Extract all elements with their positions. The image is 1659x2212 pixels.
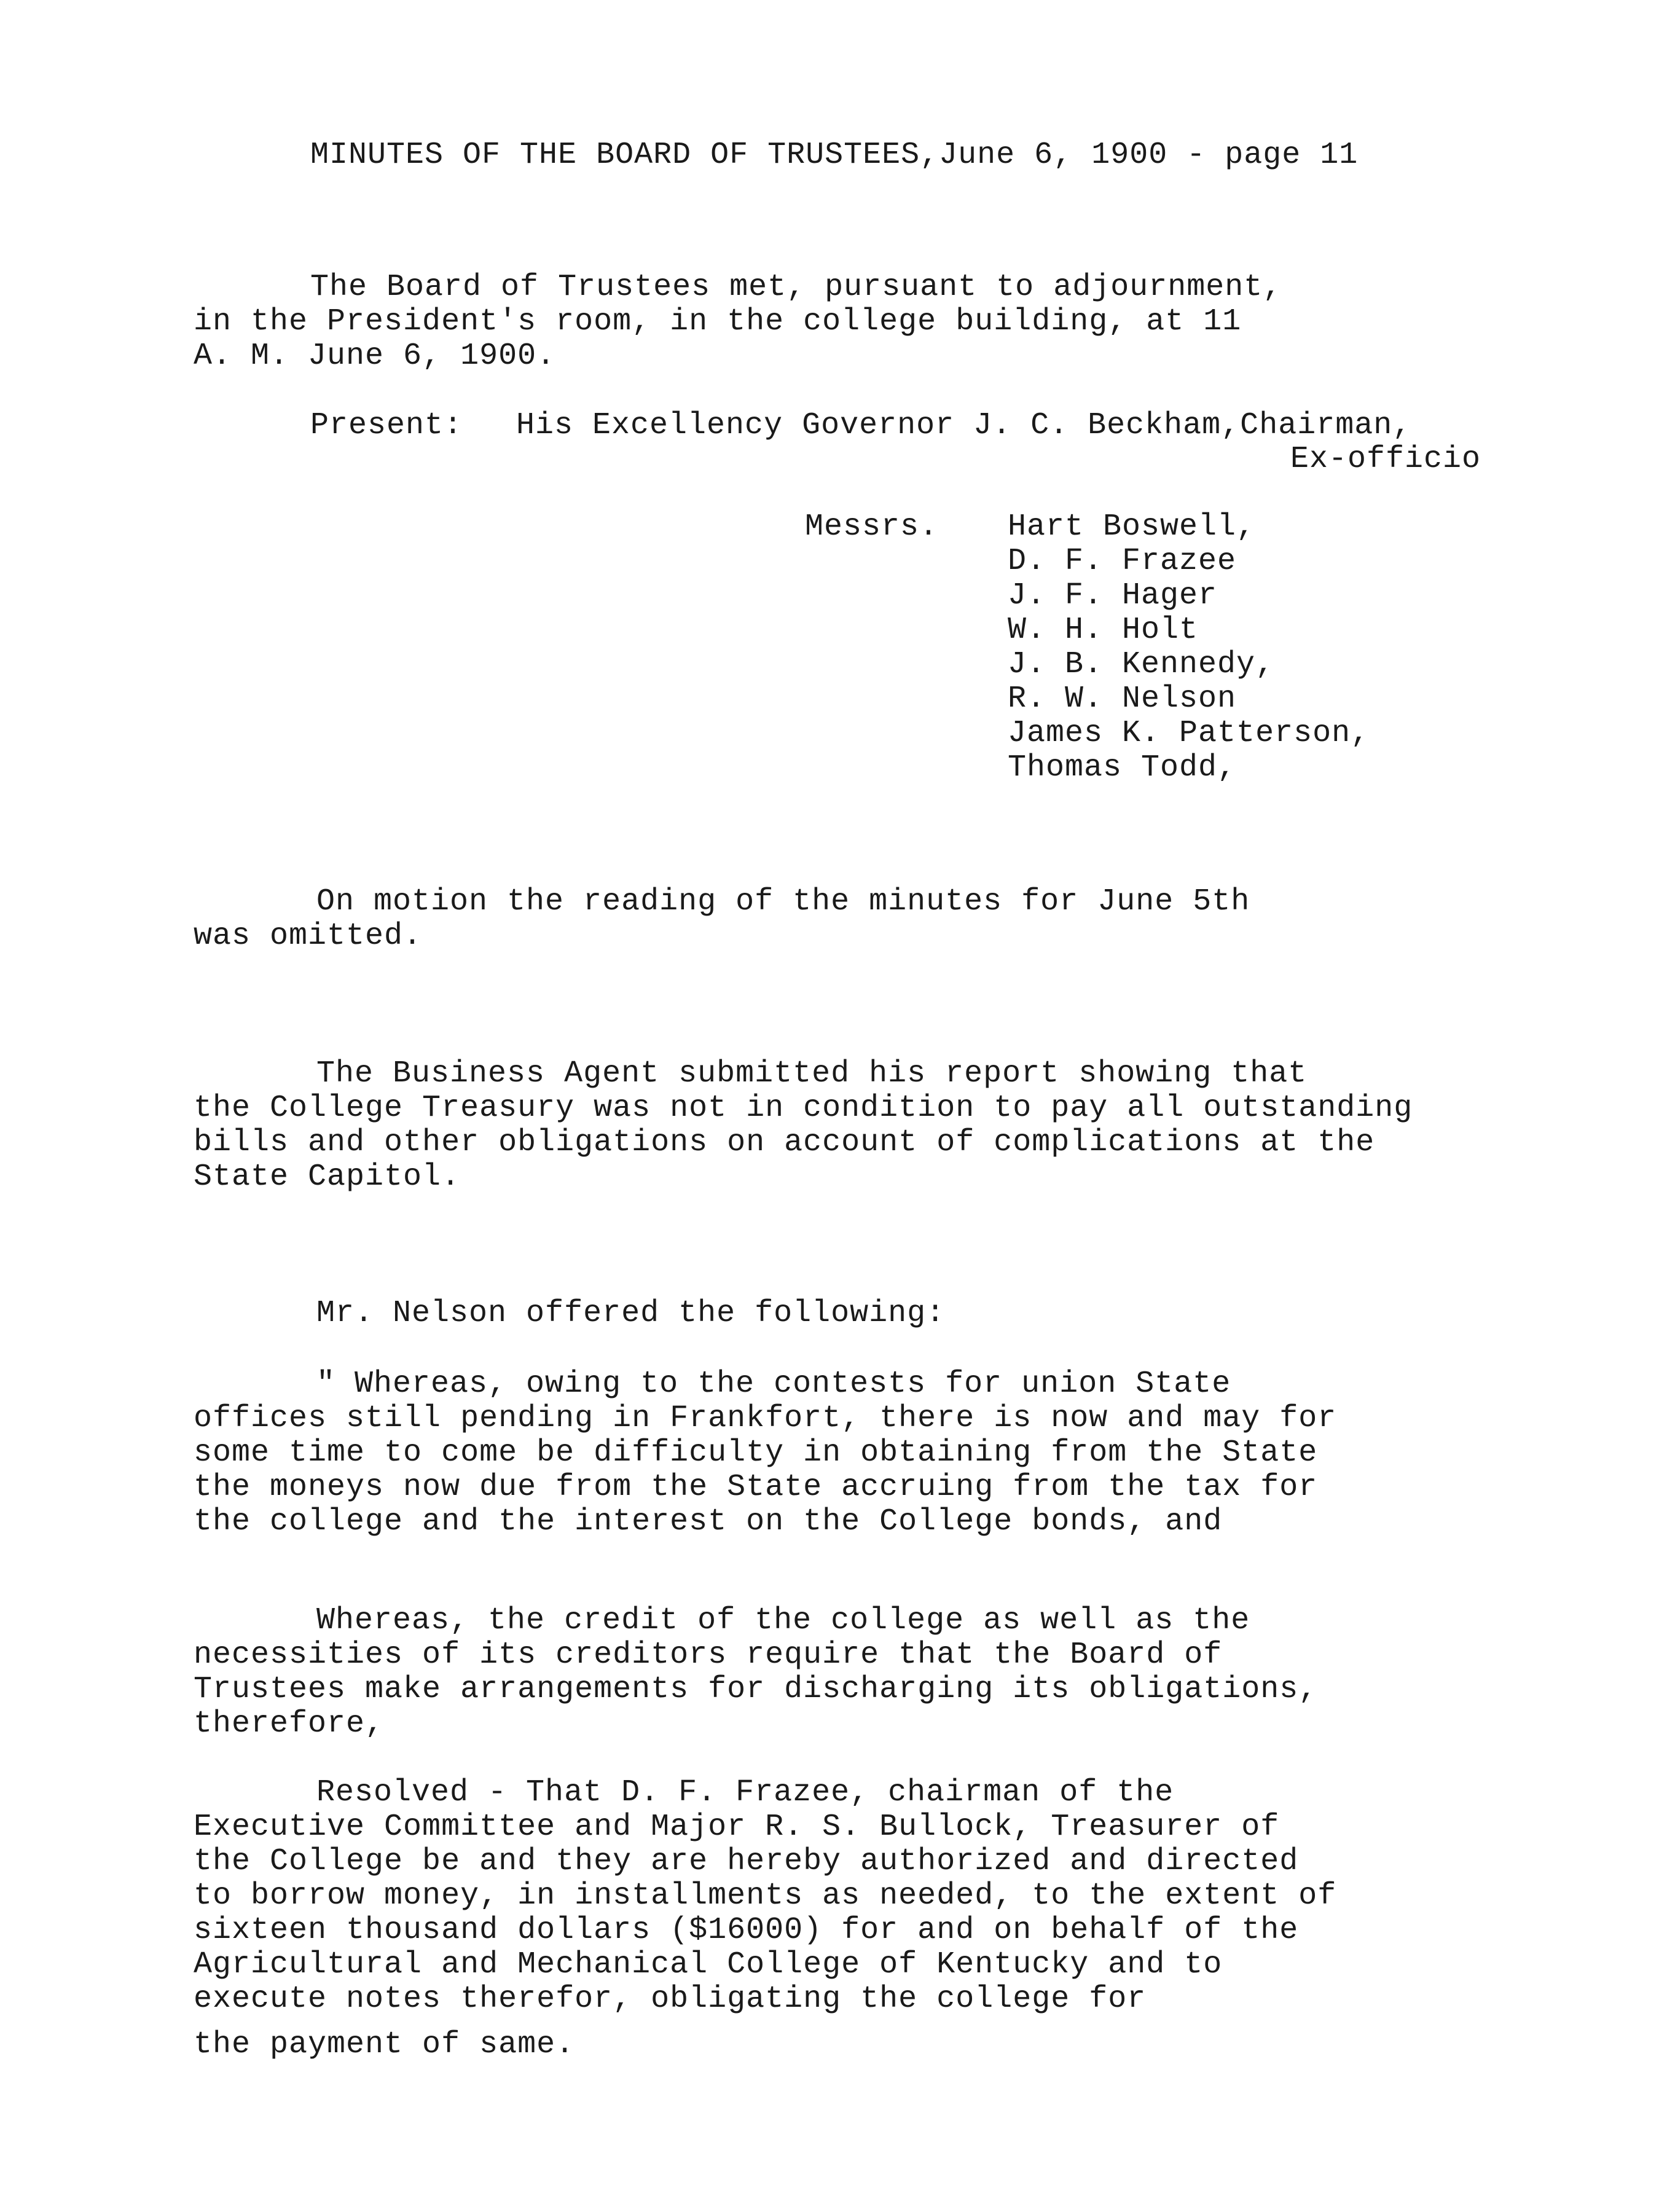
present-label: Present:: [310, 408, 463, 443]
meeting-line-1: The Board of Trustees met, pursuant to adjournment,: [310, 270, 1282, 305]
whereas1-line-5: the college and the interest on the College bonds, and: [194, 1504, 1223, 1539]
meeting-line-2: in the President's room, in the college building, at 11: [194, 304, 1242, 339]
business-line-1: The Business Agent submitted his report showing that: [316, 1056, 1308, 1091]
member-2: D. F. Frazee: [1008, 544, 1237, 579]
present-chairman: His Excellency Governor J. C. Beckham,Chairman,: [516, 408, 1412, 443]
nelson-offer: Mr. Nelson offered the following:: [316, 1296, 946, 1331]
member-7: James K. Patterson,: [1008, 716, 1370, 751]
resolved-line-6: Agricultural and Mechanical College of Kentucky and to: [194, 1947, 1223, 1982]
resolved-line-1: Resolved - That D. F. Frazee, chairman of the: [316, 1775, 1174, 1810]
resolved-line-7: execute notes therefor, obligating the college for: [194, 1982, 1147, 2017]
present-chairman-role: Ex-officio: [1290, 442, 1481, 477]
business-line-4: State Capitol.: [194, 1159, 461, 1194]
resolved-line-8: the payment of same.: [194, 2027, 575, 2062]
motion-line-1: On motion the reading of the minutes for June 5th: [316, 884, 1250, 919]
member-1: Hart Boswell,: [1008, 509, 1256, 544]
business-line-3: bills and other obligations on account of complications at the: [194, 1125, 1375, 1160]
business-line-2: the College Treasury was not in condition to pay all outstanding: [194, 1091, 1413, 1126]
whereas1-line-3: some time to come be difficulty in obtaining from the State: [194, 1435, 1318, 1470]
messrs-label: Messrs.: [805, 509, 939, 544]
member-4: W. H. Holt: [1008, 613, 1199, 648]
member-5: J. B. Kennedy,: [1008, 647, 1275, 682]
page-header: MINUTES OF THE BOARD OF TRUSTEES,June 6, 1900 - page 11: [310, 138, 1359, 173]
member-3: J. F. Hager: [1008, 578, 1218, 613]
whereas1-line-2: offices still pending in Frankfort, there is now and may for: [194, 1401, 1337, 1436]
resolved-line-2: Executive Committee and Major R. S. Bullock, Treasurer of: [194, 1810, 1280, 1845]
member-8: Thomas Todd,: [1008, 750, 1237, 785]
whereas1-line-4: the moneys now due from the State accruing from the tax for: [194, 1470, 1318, 1505]
meeting-line-3: A. M. June 6, 1900.: [194, 339, 556, 374]
whereas2-line-2: necessities of its creditors require that the Board of: [194, 1637, 1223, 1673]
whereas2-line-4: therefore,: [194, 1706, 385, 1741]
motion-line-2: was omitted.: [194, 919, 423, 954]
resolved-line-3: the College be and they are hereby authorized and directed: [194, 1844, 1299, 1879]
resolved-line-4: to borrow money, in installments as needed, to the extent of: [194, 1878, 1337, 1913]
whereas2-line-3: Trustees make arrangements for discharging its obligations,: [194, 1672, 1318, 1707]
whereas1-line-1: " Whereas, owing to the contests for union State: [316, 1367, 1231, 1402]
whereas2-line-1: Whereas, the credit of the college as well as the: [316, 1603, 1250, 1638]
resolved-line-5: sixteen thousand dollars ($16000) for and on behalf of the: [194, 1913, 1299, 1948]
member-6: R. W. Nelson: [1008, 681, 1237, 716]
